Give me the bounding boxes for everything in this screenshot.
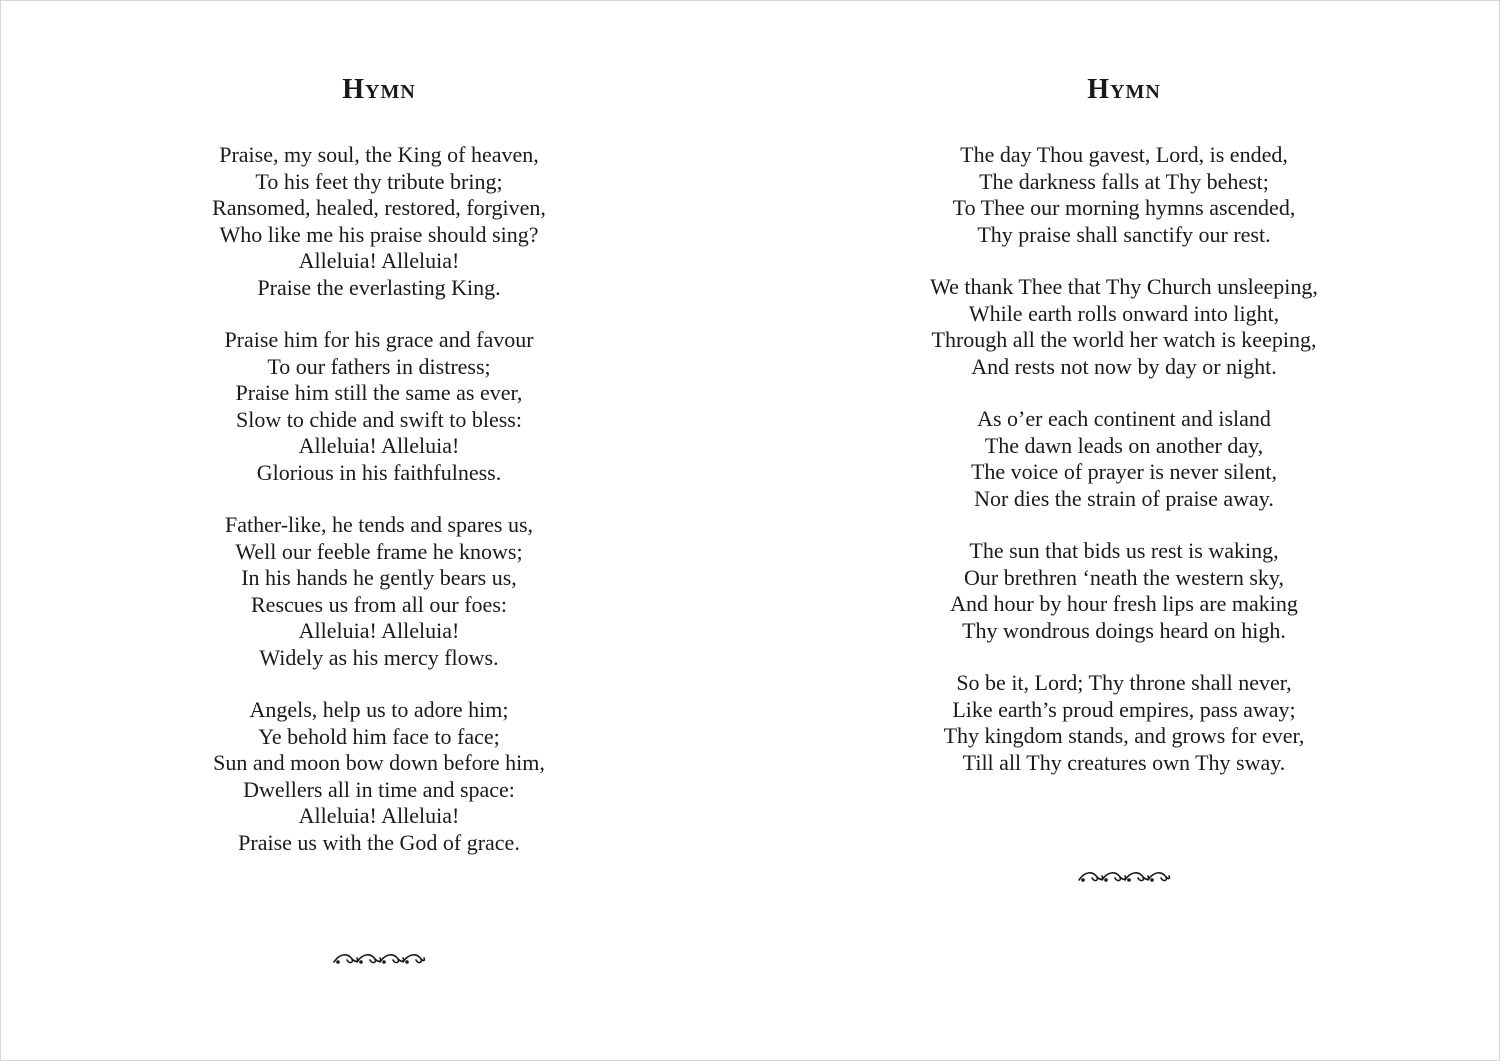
verse-line: Who like me his praise should sing? (219, 221, 539, 247)
verse-line: Praise the everlasting King. (257, 274, 501, 300)
verse-line: Slow to chide and swift to bless: (236, 406, 522, 432)
page-title: Hymn (342, 74, 416, 105)
verse-line: We thank Thee that Thy Church unsleeping, (930, 274, 1318, 299)
verse-list (129, 142, 629, 882)
verse-line: To Thee our morning hymns ascended, (952, 195, 1296, 220)
verse-line: The day Thou gavest, Lord, is ended, (960, 142, 1288, 167)
verse-line: Praise him for his grace and favour (224, 327, 534, 352)
verse-line: Praise us with the God of grace. (238, 829, 520, 855)
verse-line: Alleluia! Alleluia! (298, 618, 460, 643)
verse-line: Nor dies the strain of praise away. (974, 485, 1274, 511)
verse-line: Rescues us from all our foes: (251, 591, 507, 617)
verse-line: Glorious in his faithfulness. (256, 459, 502, 485)
verse-line: Praise him still the same as ever, (235, 380, 523, 405)
verse-line: And rests not now by day or night. (971, 353, 1277, 379)
verse-line: Thy wondrous doings heard on high. (962, 617, 1286, 643)
verse-line: Ransomed, healed, restored, forgiven, (212, 195, 546, 220)
verse (129, 512, 629, 671)
verse-line: The darkness falls at Thy behest; (979, 168, 1269, 194)
verse (874, 406, 1374, 512)
verse-line: Alleluia! Alleluia! (298, 248, 460, 273)
verse (874, 274, 1374, 380)
verse-line: So be it, Lord; Thy throne shall never, (956, 670, 1292, 695)
verse-line: Angels, help us to adore him; (249, 697, 509, 722)
verse-line: The sun that bids us rest is waking, (969, 538, 1279, 563)
verse (129, 697, 629, 856)
verse-line: While earth rolls onward into light, (968, 300, 1280, 326)
verse-line: As o’er each continent and island (977, 406, 1271, 431)
verse-line: And hour by hour fresh lips are making (950, 591, 1298, 616)
verse-line: Sun and moon bow down before him, (213, 750, 545, 775)
verse-line: Dwellers all in time and space: (243, 776, 515, 802)
verse (874, 142, 1374, 248)
verse-line: Praise, my soul, the King of heaven, (219, 142, 539, 167)
verse-line: Well our feeble frame he knows; (235, 538, 523, 564)
flourish-ornament-icon (129, 949, 629, 969)
verse-line: The dawn leads on another day, (984, 432, 1264, 458)
flourish-ornament-icon (874, 867, 1374, 887)
verse-line: Ye behold him face to face; (258, 723, 500, 749)
verse-line: Till all Thy creatures own Thy sway. (962, 749, 1286, 775)
verse (129, 327, 629, 486)
verse (129, 142, 629, 301)
verse-line: Thy kingdom stands, and grows for ever, (943, 723, 1305, 748)
verse-line: Alleluia! Alleluia! (298, 433, 460, 458)
verse (874, 538, 1374, 644)
verse (874, 670, 1374, 776)
verse-line: In his hands he gently bears us, (241, 565, 517, 590)
verse-line: To his feet thy tribute bring; (255, 168, 503, 194)
page-title: Hymn (1087, 74, 1161, 105)
verse-line: To our fathers in distress; (267, 353, 491, 379)
verse-line: Through all the world her watch is keeping, (931, 327, 1317, 352)
verse-line: Widely as his mercy flows. (259, 644, 499, 670)
verse-line: Like earth’s proud empires, pass away; (952, 696, 1296, 722)
verse-line: The voice of prayer is never silent, (970, 459, 1278, 484)
verse-line: Thy praise shall sanctify our rest. (977, 221, 1271, 247)
verse-line: Father-like, he tends and spares us, (224, 512, 534, 537)
verse-list (874, 142, 1374, 802)
verse-line: Alleluia! Alleluia! (298, 803, 460, 828)
verse-line: Our brethren ‘neath the western sky, (964, 564, 1284, 590)
